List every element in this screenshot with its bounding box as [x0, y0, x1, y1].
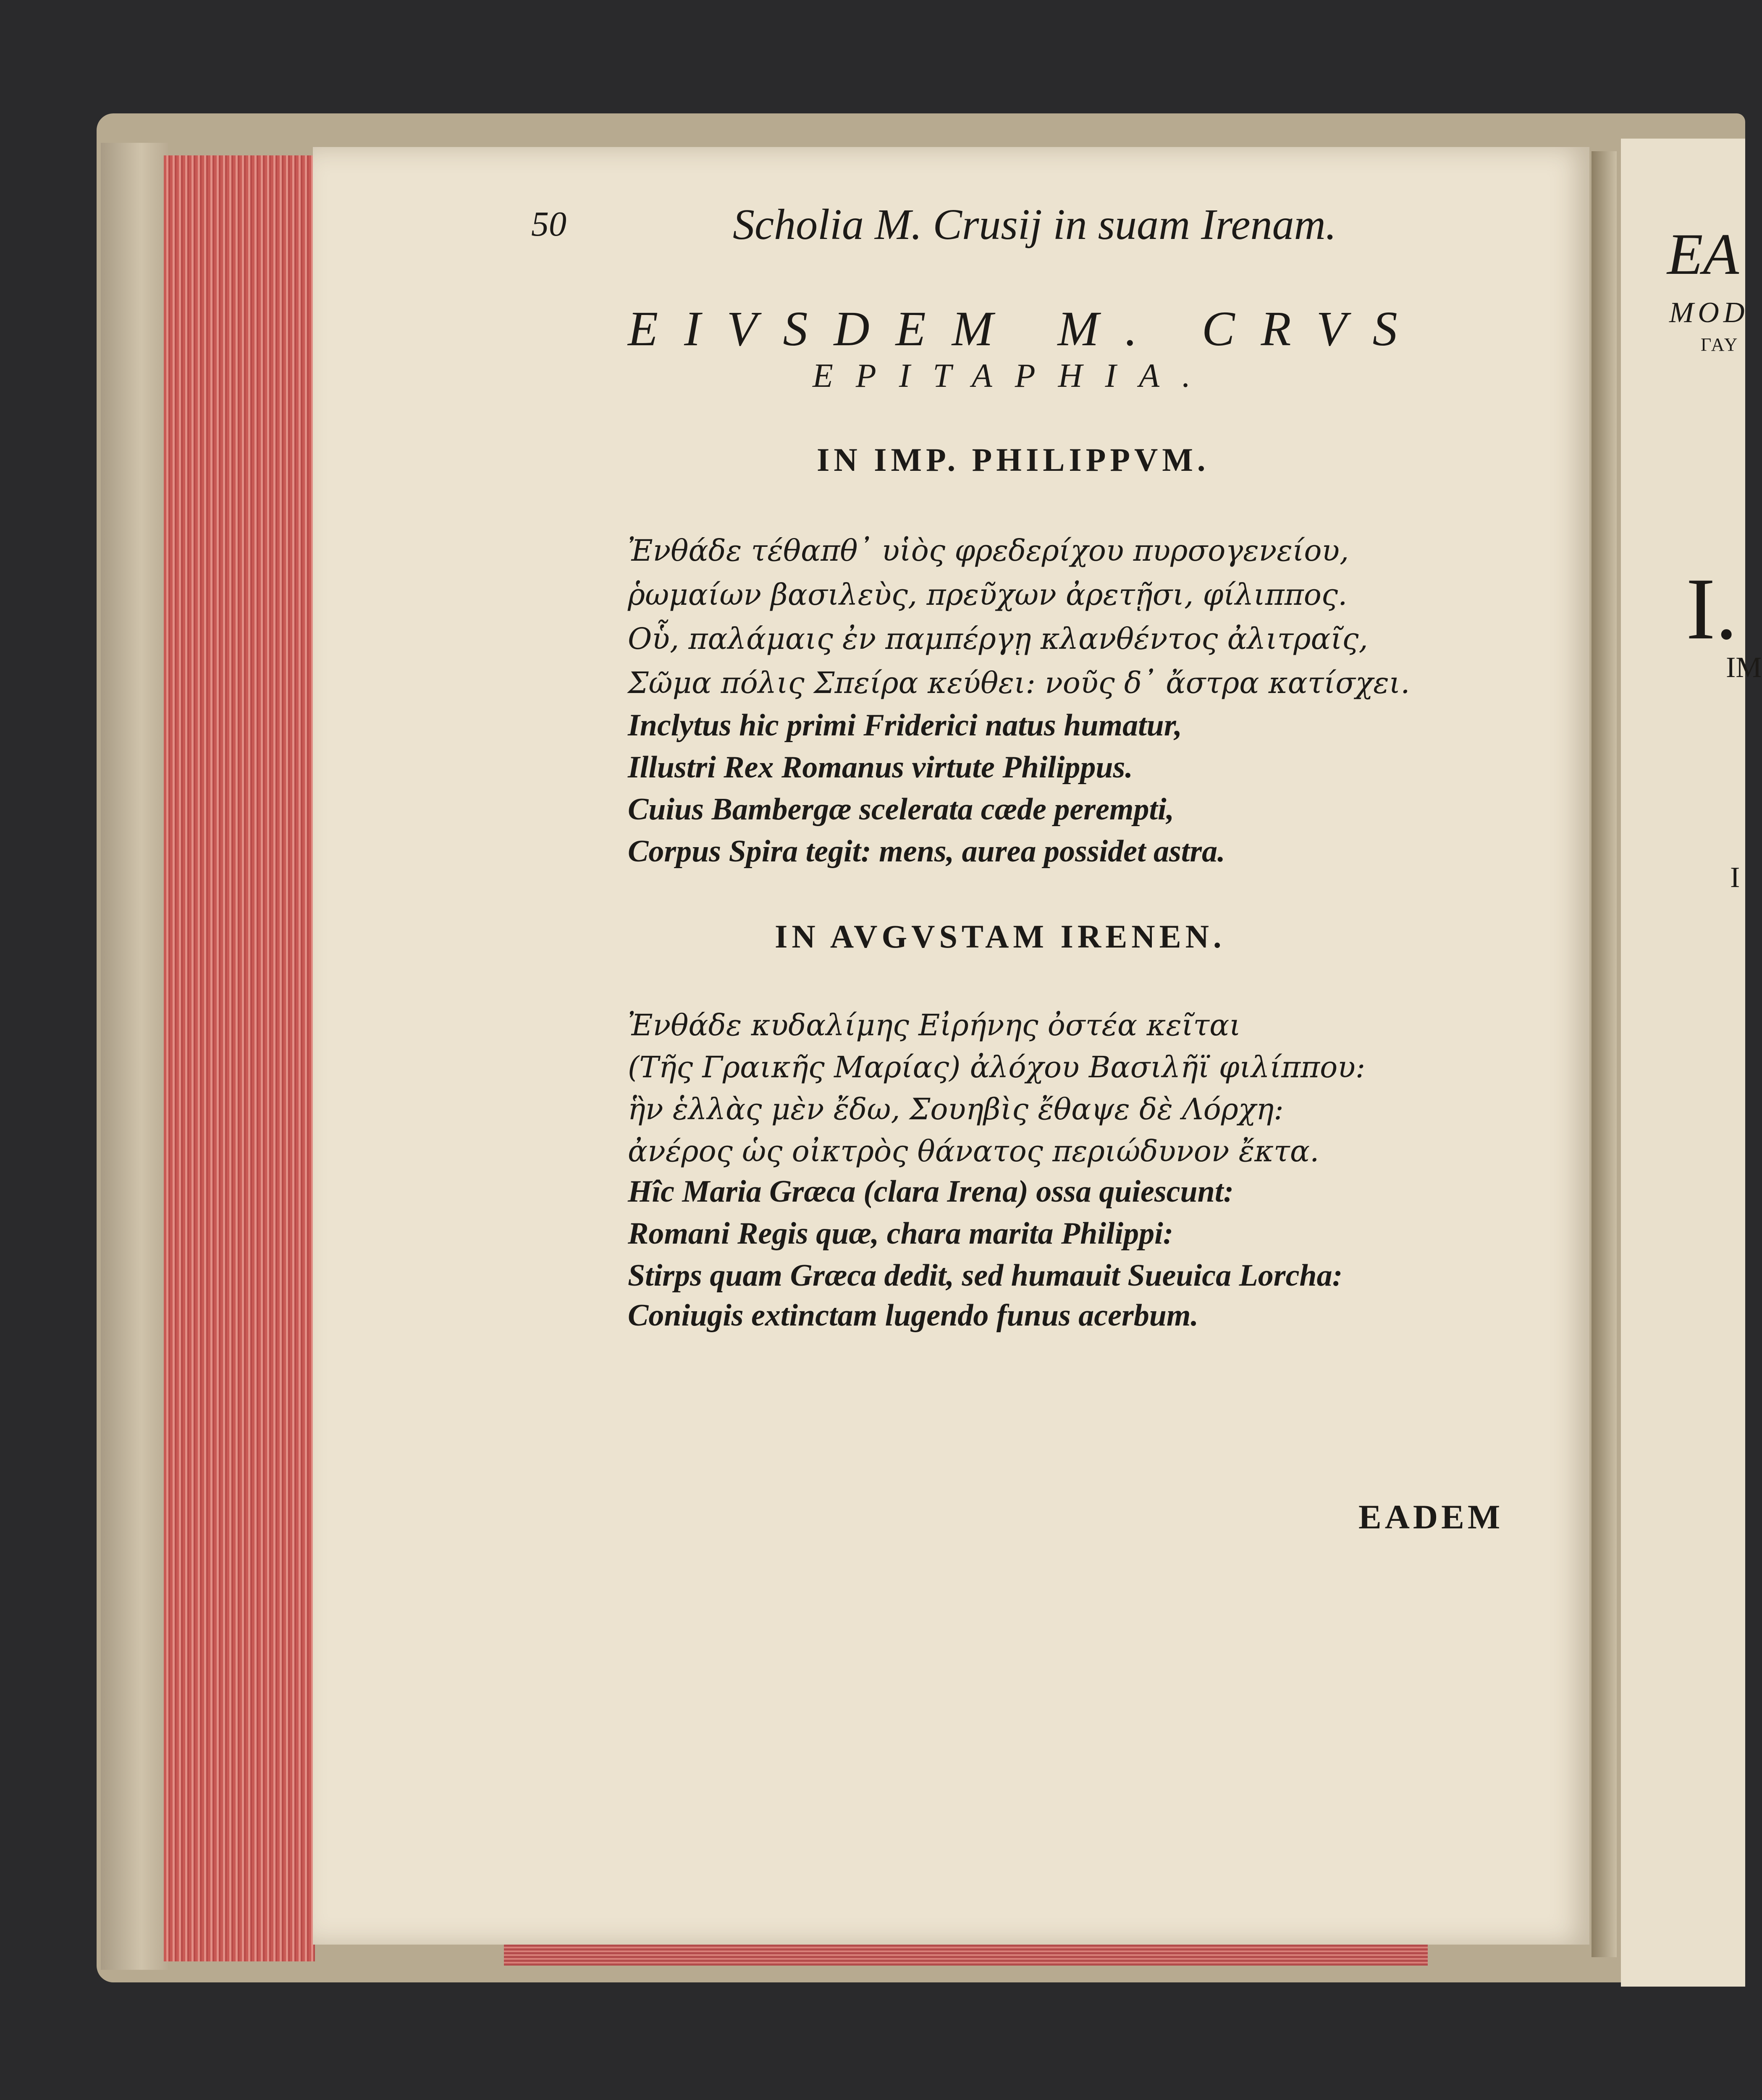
verse-line: Οὗ, παλάμαις ἐν παμπέργῃ κλανθέντος ἀλιτραῖς,: [628, 622, 1368, 656]
page-number: 50: [531, 205, 566, 244]
verse-line: Stirps quam Græca dedit, sed humauit Sueuica Lorcha:: [628, 1258, 1343, 1293]
section-title-philippum: IN IMP. PHILIPPVM.: [817, 441, 1210, 478]
book-page: [313, 147, 1589, 1945]
book-spine-edge: [101, 143, 168, 1970]
section-title-irenen: IN AVGVSTAM IRENEN.: [775, 918, 1226, 955]
red-page-edges: [164, 155, 315, 1961]
facing-page-text: IM: [1726, 651, 1762, 684]
verse-line: ἣν ἑλλὰς μὲν ἔδω, Σουηβὶς ἔθαψε δὲ Λόρχη:: [628, 1092, 1284, 1126]
facing-page: [1621, 139, 1745, 1987]
verse-line: Inclytus hic primi Friderici natus humatur,: [628, 708, 1183, 743]
verse-line: Coniugis extinctam lugendo funus acerbum.: [628, 1298, 1198, 1333]
heading-line-2: EPITAPHIA.: [813, 357, 1213, 394]
verse-line: ἀνέρος ὡς οἰκτρὸς θάνατος περιώδυνον ἔκτα.: [628, 1134, 1319, 1168]
verse-line: Romani Regis quæ, chara marita Philippi:: [628, 1216, 1174, 1251]
running-head: Scholia M. Crusij in suam Irenam.: [733, 200, 1337, 249]
page-gutter: [1592, 151, 1617, 1957]
facing-page-initial: I.: [1686, 560, 1738, 658]
verse-line: Ἐνθάδε κυδαλίμης Εἰρήνης ὀστέα κεῖται: [628, 1008, 1241, 1042]
verse-line: Illustri Rex Romanus virtute Philippus.: [628, 750, 1133, 785]
verse-line: Hîc Maria Græca (clara Irena) ossa quiescunt:: [628, 1174, 1234, 1209]
verse-line: Cuius Bambergæ scelerata cæde perempti,: [628, 792, 1175, 827]
facing-page-heading: EA: [1667, 222, 1739, 287]
catchword: EADEM: [1358, 1498, 1504, 1536]
facing-page-greek: ΓΑΥ: [1701, 334, 1740, 355]
facing-page-text: I: [1730, 861, 1740, 894]
verse-line: Corpus Spira tegit: mens, aurea possidet astra.: [628, 834, 1225, 869]
verse-line: (Τῆς Γραικῆς Μαρίας) ἀλόχου Βασιλῆϊ φιλίππου:: [628, 1050, 1366, 1084]
heading-line-1: EIVSDEM M. CRVS: [628, 301, 1424, 356]
verse-line: Σῶμα πόλις Σπείρα κεύθει: νοῦς δ᾽ ἄστρα κατίσχει.: [628, 666, 1410, 700]
verse-line: Ἐνθάδε τέθαπθ᾽ υἱὸς φρεδερίχου πυρσογενείου,: [628, 533, 1349, 568]
facing-page-subheading: MOD: [1669, 297, 1749, 329]
verse-line: ῥωμαίων βασιλεὺς, πρεῦχων ἀρετῇσι, φίλιππος.: [628, 578, 1348, 612]
